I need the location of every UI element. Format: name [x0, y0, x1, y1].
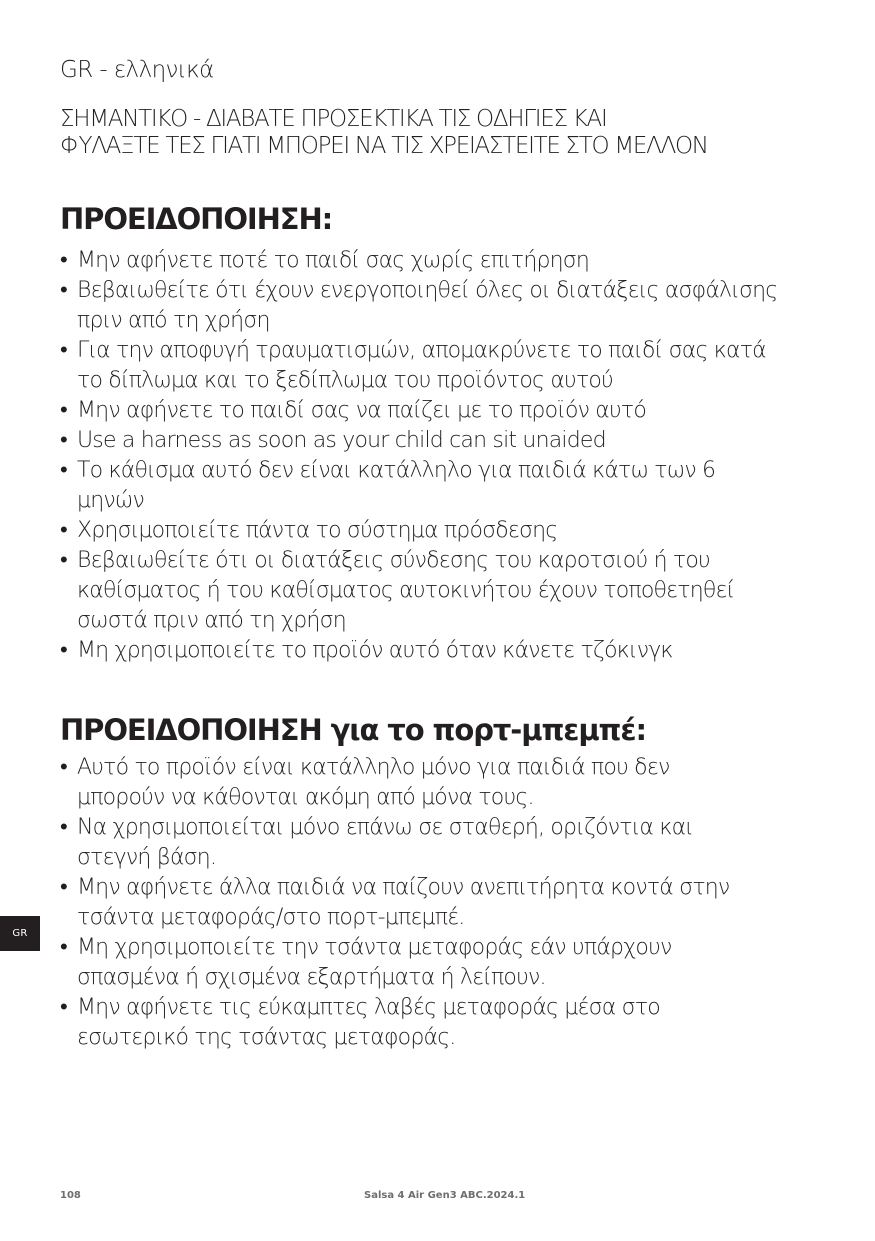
warning-item-text: Μη χρησιμοποιείτε την τσάντα μεταφοράς εάν υπάρχουν — [77, 935, 672, 960]
bullet-marker: • — [60, 815, 67, 840]
bullet-marker: • — [60, 278, 67, 303]
warning-item-text: καθίσματος ή του καθίσματος αυτοκινήτου έχουν τοποθετηθεί — [77, 578, 735, 603]
warning-item-text: Βεβαιωθείτε ότι οι διατάξεις σύνδεσης του καροτσιού ή του — [77, 548, 710, 573]
important-notice-line: ΦΥΛΑΞΤΕ ΤΕΣ ΓΙΑΤΙ ΜΠΟΡΕΙ ΝΑ ΤΙΣ ΧΡΕΙΑΣΤΕΙΤΕ ΣΤΟ ΜΕΛΛΟΝ — [60, 133, 708, 159]
warning-item-text: τσάντα μεταφοράς/στο πορτ-μπεμπέ. — [77, 905, 465, 930]
warning-item-text: εσωτερικό της τσάντας μεταφοράς. — [77, 1025, 456, 1050]
warning-item-text: σωστά πριν από τη χρήση — [77, 608, 346, 633]
language-side-tab: GR — [0, 916, 40, 951]
warning-item-text: μηνών — [77, 488, 144, 513]
warning-item — [60, 993, 850, 1053]
warning-heading: ΠΡΟΕΙΔΟΠΟΙΗΣΗ: — [60, 202, 333, 236]
bullet-marker: • — [60, 518, 67, 543]
warning-item — [60, 246, 850, 276]
carrycot-warning-list — [60, 753, 850, 1053]
bullet-marker: • — [60, 935, 67, 960]
bullet-marker: • — [60, 458, 67, 483]
bullet-marker: • — [60, 875, 67, 900]
warning-item — [60, 426, 850, 456]
warning-item-text: Αυτό το προϊόν είναι κατάλληλο μόνο για παιδιά που δεν — [77, 755, 670, 780]
warning-item-text: Use a harness as soon as your child can sit unaided — [77, 428, 606, 453]
warning-item-text: σπασμένα ή σχισμένα εξαρτήματα ή λείπουν. — [77, 965, 546, 990]
warning-item — [60, 636, 850, 666]
page-number: 108 — [60, 1190, 81, 1201]
warning-item-text: Μην αφήνετε το παιδί σας να παίζει με το προϊόν αυτό — [77, 398, 647, 423]
bullet-marker: • — [60, 755, 67, 780]
bullet-marker: • — [60, 638, 67, 663]
warning-item — [60, 753, 850, 813]
bullet-marker: • — [60, 398, 67, 423]
warning-item-text: Μην αφήνετε τις εύκαμπτες λαβές μεταφοράς μέσα στο — [77, 995, 660, 1020]
warning-item — [60, 336, 850, 396]
carrycot-warning-heading: ΠΡΟΕΙΔΟΠΟΙΗΣΗ για το πορτ-μπεμπέ: — [60, 713, 646, 747]
bullet-marker: • — [60, 548, 67, 573]
warning-item-text: στεγνή βάση. — [77, 845, 217, 870]
warning-item-text: το δίπλωμα και το ξεδίπλωμα του προϊόντος αυτού — [77, 368, 613, 393]
warning-item — [60, 516, 850, 546]
warning-item — [60, 396, 850, 426]
warning-item — [60, 546, 850, 636]
bullet-marker: • — [60, 995, 67, 1020]
warning-item — [60, 813, 850, 873]
warning-item-text: Χρησιμοποιείτε πάντα το σύστημα πρόσδεσης — [77, 518, 558, 543]
warning-item-text: πριν από τη χρήση — [77, 308, 270, 333]
warning-item-text: Μη χρησιμοποιείτε το προϊόν αυτό όταν κάνετε τζόκινγκ — [77, 638, 673, 663]
warning-item-text: Να χρησιμοποιείται μόνο επάνω σε σταθερή, οριζόντια και — [77, 815, 694, 840]
bullet-marker: • — [60, 248, 67, 273]
bullet-marker: • — [60, 338, 67, 363]
warning-item — [60, 276, 850, 336]
important-notice — [60, 106, 850, 160]
warning-item — [60, 933, 850, 993]
warning-item-text: Μην αφήνετε άλλα παιδιά να παίζουν ανεπιτήρητα κοντά στην — [77, 875, 730, 900]
bullet-marker: • — [60, 428, 67, 453]
document-title: Salsa 4 Air Gen3 ABC.2024.1 — [364, 1190, 526, 1201]
warning-item — [60, 456, 850, 516]
warning-item-text: Μην αφήνετε ποτέ το παιδί σας χωρίς επιτήρηση — [77, 248, 590, 273]
important-notice-line: ΣΗΜΑΝΤΙΚΟ - ΔΙΑΒΑΤΕ ΠΡΟΣΕΚΤΙΚΑ ΤΙΣ ΟΔΗΓΙΕΣ ΚΑΙ — [60, 106, 607, 132]
language-title: GR - ελληνικά — [60, 57, 214, 83]
warning-list — [60, 246, 850, 666]
warning-item-text: Το κάθισμα αυτό δεν είναι κατάλληλο για παιδιά κάτω των 6 — [77, 458, 716, 483]
warning-item-text: Για την αποφυγή τραυματισμών, απομακρύνετε το παιδί σας κατά — [77, 338, 766, 363]
warning-item-text: μπορούν να κάθονται ακόμη από μόνα τους. — [77, 785, 534, 810]
warning-item-text: Βεβαιωθείτε ότι έχουν ενεργοποιηθεί όλες οι διατάξεις ασφάλισης — [77, 278, 778, 303]
warning-item — [60, 873, 850, 933]
